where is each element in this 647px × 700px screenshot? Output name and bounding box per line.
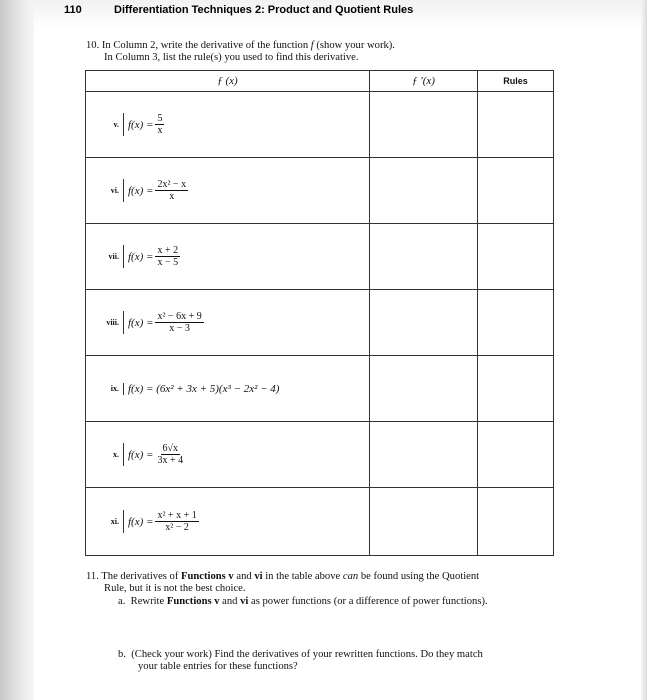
- denominator: 3x + 4: [157, 455, 184, 466]
- denominator: x: [169, 191, 175, 202]
- table-row: [86, 422, 554, 488]
- rules-answer-cell[interactable]: [478, 422, 554, 488]
- column-header-fprime: ƒ '(x): [370, 71, 478, 92]
- function-lhs: f(x) =: [128, 118, 154, 131]
- derivative-answer-cell[interactable]: [370, 356, 478, 422]
- numerator: 2x² − x: [157, 179, 187, 190]
- fraction: [155, 113, 164, 136]
- denominator: x − 5: [157, 257, 179, 268]
- numerator: 5: [157, 113, 163, 124]
- fraction: [155, 443, 185, 466]
- derivative-answer-cell[interactable]: [370, 224, 478, 290]
- rules-answer-cell[interactable]: [478, 356, 554, 422]
- numerator: 6√x: [162, 443, 178, 454]
- row-label: v.: [86, 113, 124, 136]
- function-cell: [86, 179, 369, 202]
- chapter-title: Differentiation Techniques 2: Product and Quotient Rules: [114, 4, 414, 16]
- table-row: [86, 356, 554, 422]
- fraction: [155, 179, 188, 202]
- denominator: x − 3: [169, 323, 190, 334]
- column-header-rules: Rules: [478, 71, 554, 92]
- function-lhs: f(x) =: [128, 316, 154, 329]
- derivative-table: [85, 70, 554, 556]
- derivative-answer-cell[interactable]: [370, 422, 478, 488]
- derivative-answer-cell[interactable]: [370, 488, 478, 556]
- denominator: x² − 2: [165, 522, 189, 533]
- table-header-row: [86, 71, 554, 92]
- question-11-line-2: Rule, but it is not the best choice.: [104, 583, 246, 594]
- denominator: x: [157, 125, 163, 136]
- row-label: vi.: [86, 179, 124, 202]
- function-cell: [86, 510, 369, 533]
- row-label: ix.: [86, 383, 124, 395]
- fraction: [155, 510, 198, 533]
- column-header-fx: ƒ (x): [86, 71, 370, 92]
- numerator: x² − 6x + 9: [157, 311, 202, 322]
- function-lhs: f(x) =: [128, 448, 154, 461]
- derivative-answer-cell[interactable]: [370, 92, 478, 158]
- derivative-answer-cell[interactable]: [370, 290, 478, 356]
- page-left-shadow: [0, 0, 34, 700]
- function-lhs: f(x) =: [128, 515, 154, 528]
- rules-answer-cell[interactable]: [478, 290, 554, 356]
- row-label: viii.: [86, 311, 124, 334]
- question-10-line-1: 10. In Column 2, write the derivative of the function f (show your work).: [86, 40, 395, 51]
- row-label: vii.: [86, 245, 124, 268]
- table-row: [86, 92, 554, 158]
- page-right-shadow: [641, 0, 647, 700]
- fraction: [155, 245, 180, 268]
- page-number: 110: [64, 4, 82, 16]
- question-11b-line-2: your table entries for these functions?: [138, 661, 298, 672]
- function-cell: [86, 383, 369, 395]
- table-row: [86, 488, 554, 556]
- table-row: [86, 290, 554, 356]
- rules-answer-cell[interactable]: [478, 92, 554, 158]
- question-11b-line-1: b. (Check your work) Find the derivatives of your rewritten functions. Do they match: [118, 649, 483, 660]
- question-10-line-2: In Column 3, list the rule(s) you used to find this derivative.: [104, 52, 359, 63]
- fraction: [155, 311, 203, 334]
- function-cell: [86, 245, 369, 268]
- function-expression: f(x) = (6x² + 3x + 5)(x³ − 2x² − 4): [128, 382, 280, 395]
- function-cell: [86, 311, 369, 334]
- derivative-answer-cell[interactable]: [370, 158, 478, 224]
- function-lhs: f(x) =: [128, 250, 154, 263]
- table-row: [86, 224, 554, 290]
- numerator: x² + x + 1: [157, 510, 197, 521]
- function-cell: [86, 113, 369, 136]
- rules-answer-cell[interactable]: [478, 488, 554, 556]
- question-11a: a. Rewrite Functions v and vi as power functions (or a difference of power functions).: [118, 596, 488, 607]
- rules-answer-cell[interactable]: [478, 158, 554, 224]
- numerator: x + 2: [157, 245, 179, 256]
- row-label: x.: [86, 443, 124, 466]
- table-row: [86, 158, 554, 224]
- function-cell: [86, 443, 369, 466]
- function-lhs: f(x) =: [128, 184, 154, 197]
- rules-answer-cell[interactable]: [478, 224, 554, 290]
- question-11-line-1: 11. The derivatives of Functions v and vi in the table above can be found using the Quotient: [86, 571, 480, 582]
- row-label: xi.: [86, 510, 124, 533]
